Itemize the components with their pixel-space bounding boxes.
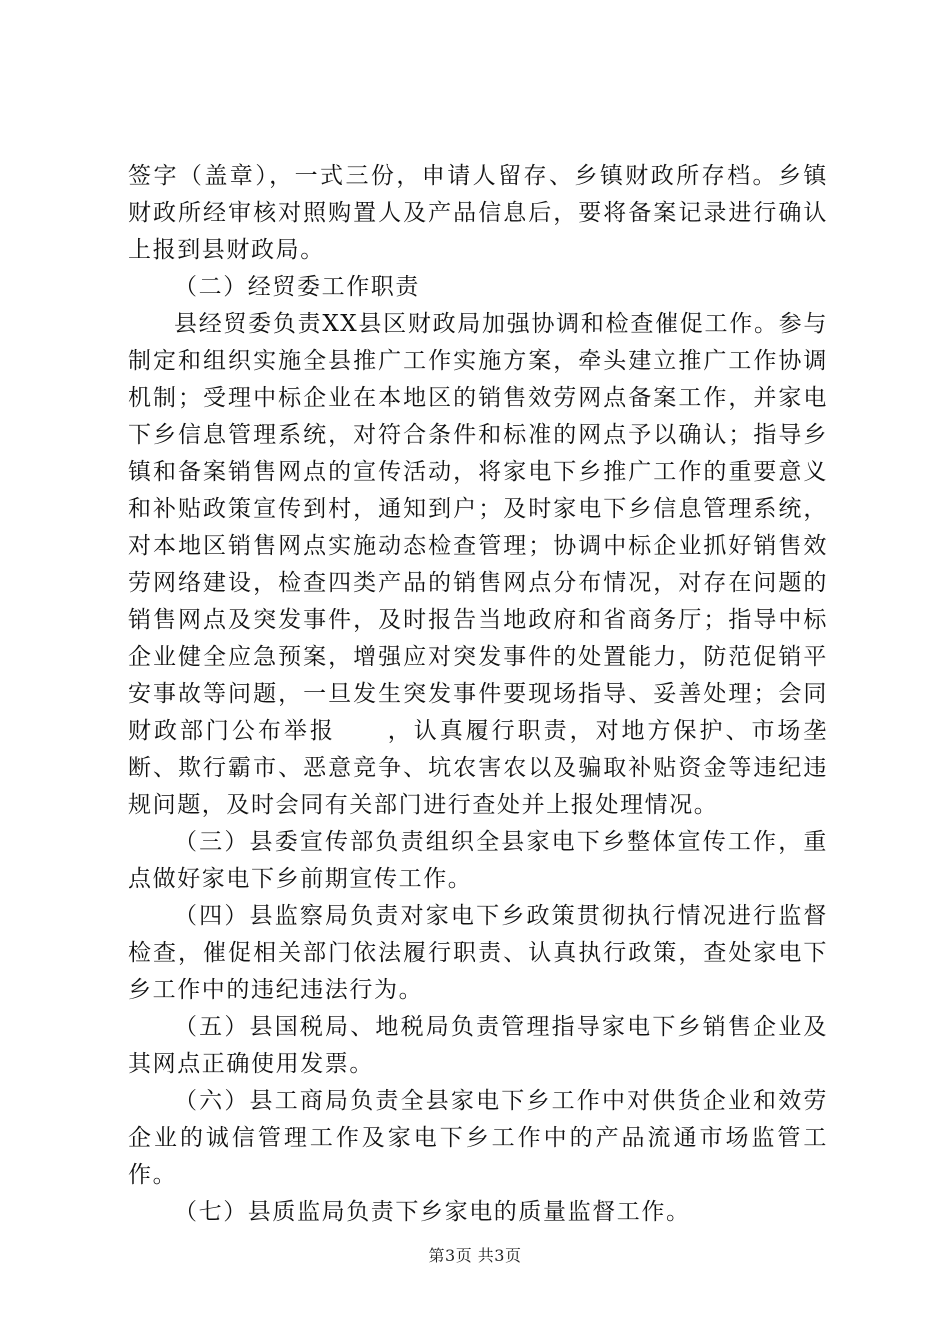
section-heading-trade-commission: （二）经贸委工作职责 [174,274,420,300]
paragraph-industry-commerce-bureau: （六）县工商局负责全县家电下乡工作中对供货企业和效劳企业的诚信管理工作及家电下乡工作中的产品流通市场监管工作。 [128,1088,828,1188]
page-number-footer: 第3页 共3页 [428,1246,522,1265]
paragraph-continuation: 签字（盖章），一式三份，申请人留存、乡镇财政所存档。乡镇财政所经审核对照购置人及产品信息后，要将备案记录进行确认上报到县财政局。 [128,163,828,263]
paragraph-trade-commission-duties: 县经贸委负责XX县区财政局加强协调和检查催促工作。参与制定和组织实施全县推广工作实施方案，牵头建立推广工作协调机制；受理中标企业在本地区的销售效劳网点备案工作，并家电下乡信息管理系统，对符合条件和标准的网点予以确认；指导乡镇和备案销售网点的宣传活动，将家电下乡推广工作的重要意义和补贴政策宣传到村，通知到户；及时家电下乡信息管理系统，对本地区销售网点实施动态检查管理；协调中标企业抓好销售效劳网络建设，检查四类产品的销售网点分布情况，对存在问题的销售网点及突发事件，及时报告当地政府和省商务厅；指导中标企业健全应急预案，增强应对突发事件的处置能力，防范促销平安事故等问题，一旦发生突发事件要现场指导、妥善处理；会同财政部门公布举报 ，认真履行职责，对地方保护、市场垄断、欺行霸市、恶意竞争、坑农害农以及骗取补贴资金等违纪违规问题，及时会同有关部门进行查处并上报处理情况。 [128,311,828,818]
paragraph-supervision-bureau: （四）县监察局负责对家电下乡政策贯彻执行情况进行监督检查，催促相关部门依法履行职责、认真执行政策，查处家电下乡工作中的违纪违法行为。 [128,903,828,1003]
paragraph-publicity-department: （三）县委宣传部负责组织全县家电下乡整体宣传工作，重点做好家电下乡前期宣传工作。 [128,829,828,892]
paragraph-quality-bureau: （七）县质监局负责下乡家电的质量监督工作。 [174,1199,691,1225]
document-body [128,158,828,1231]
paragraph-tax-bureau: （五）县国税局、地税局负责管理指导家电下乡销售企业及其网点正确使用发票。 [128,1014,828,1077]
